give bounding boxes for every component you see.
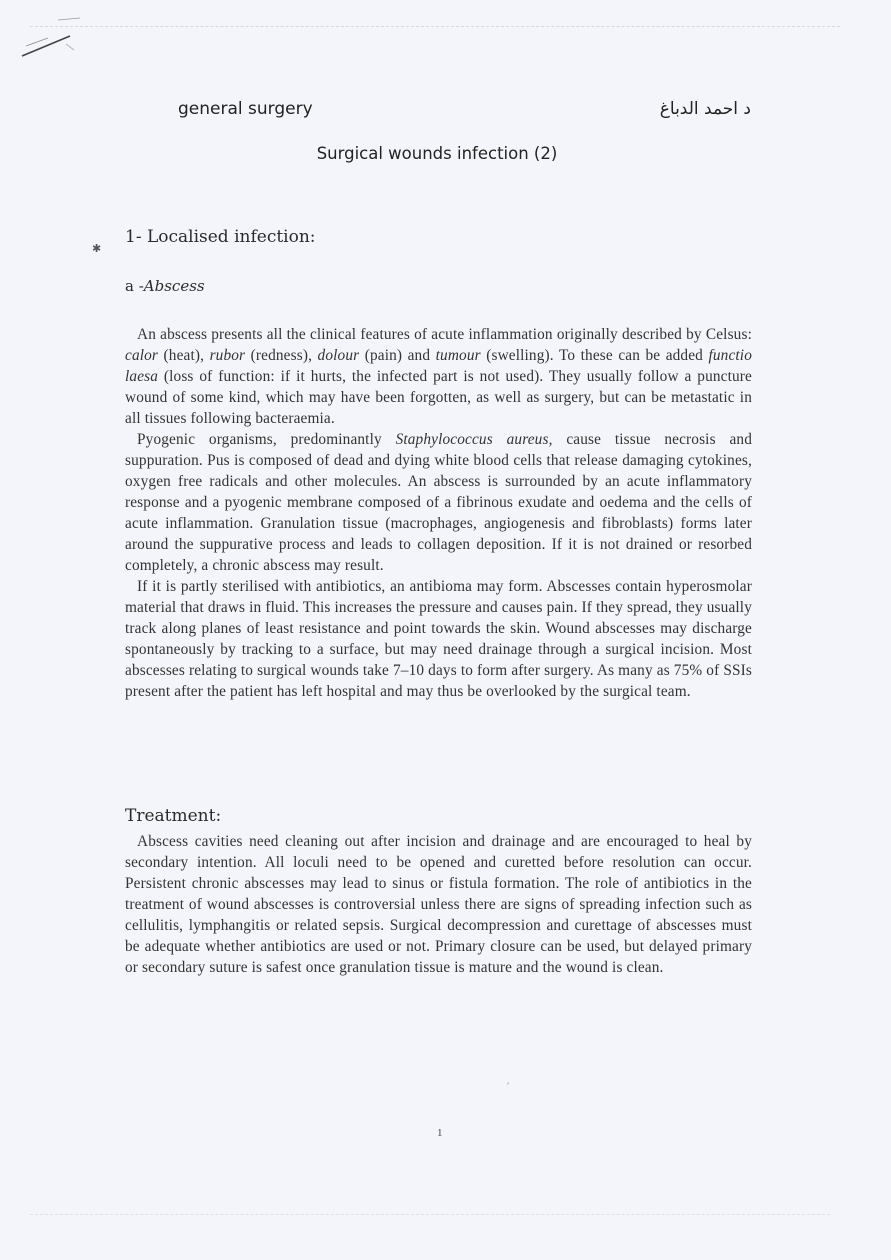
paragraph-2 — [125, 429, 752, 576]
text-run: (loss of function: if it hurts, the infected part is not used). They usually follow a puncture wound of some kind, which may have been forgotten, as well as surgery, but can be metastatic in all tissues following bacteraemia. — [125, 368, 752, 427]
italic-term: tumour — [435, 347, 481, 364]
page-number: 1 — [437, 1127, 443, 1139]
treatment-paragraph: Abscess cavities need cleaning out after incision and drainage and are encouraged to heal by secondary intention. All loculi need to be opened and curetted before resolution can occur. Persistent chronic abscesses may lead to sinus or fistula formation. The role of antibiotics in the treatment of wound abscesses is controversial unless there are signs of spreading infection such as cellulitis, lymphangitis or related sepsis. Surgical decompression and curettage of abscesses must be adequate whether antibiotics are used or not. Primary closure can be used, but delayed primary or secondary suture is safest once granulation tissue is mature and the wound is clean. — [125, 833, 752, 976]
scan-edge-top — [30, 26, 840, 27]
text-run: Pyogenic organisms, predominantly — [137, 431, 396, 448]
italic-term: dolour — [317, 347, 360, 364]
document-title: Surgical wounds infection (2) — [316, 144, 558, 163]
scan-edge-bottom — [30, 1214, 830, 1215]
text-run: (pain) and — [359, 347, 436, 364]
treatment-heading: Treatment: — [125, 806, 222, 826]
text-run: (redness), — [245, 347, 318, 364]
text-run: (heat), — [158, 347, 210, 364]
stray-mark-icon: ✱ — [92, 242, 102, 255]
paragraph-1 — [125, 324, 752, 429]
text-run: (swelling). To these can be added — [480, 347, 709, 364]
text-run: An abscess presents all the clinical features of acute inflammation originally described by Celsus: — [137, 326, 752, 343]
course-label: general surgery — [178, 99, 313, 119]
pen-mark-icon — [18, 16, 88, 66]
italic-term: functio laesa — [125, 347, 753, 385]
section-heading: 1- Localised infection: — [125, 227, 316, 247]
subsection-title: Abscess — [143, 277, 205, 295]
text-run: cause tissue necrosis and suppuration. Pus is composed of dead and dying white blood cells that release damaging cytokines, oxygen free radicals and other molecules. An abscess is surrounded by an acute inflammatory response and a pyogenic membrane composed of a fibrinous exudate and oedema and the cells of acute inflammation. Granulation tissue (macrophages, angiogenesis and fibroblasts) forms later around the suppurative process and leads to collagen deposition. If it is not drained or resorbed completely, a chronic abscess may result. — [125, 431, 752, 574]
stray-mark-icon: ˊ — [505, 1083, 510, 1094]
author-name: د احمد الدباغ — [659, 99, 751, 119]
abscess-text — [125, 324, 752, 702]
treatment-text — [125, 831, 752, 978]
subsection-prefix: a - — [125, 277, 144, 295]
paragraph-3: If it is partly sterilised with antibiotics, an antibioma may form. Abscesses contain hyperosmolar material that draws in fluid. This increases the pressure and causes pain. If they spread, they usually track along planes of least resistance and point towards the skin. Wound abscesses may discharge spontaneously by tracking to a surface, but may need drainage through a surgical incision. Most abscesses relating to surgical wounds take 7–10 days to form after surgery. As many as 75% of SSIs present after the patient has left hospital and may thus be overlooked by the surgical team. — [125, 578, 752, 700]
italic-term: rubor — [209, 347, 246, 364]
subsection-heading — [125, 277, 205, 295]
italic-term: Staphylococcus aureus, — [395, 431, 553, 448]
italic-term: calor — [125, 347, 159, 364]
